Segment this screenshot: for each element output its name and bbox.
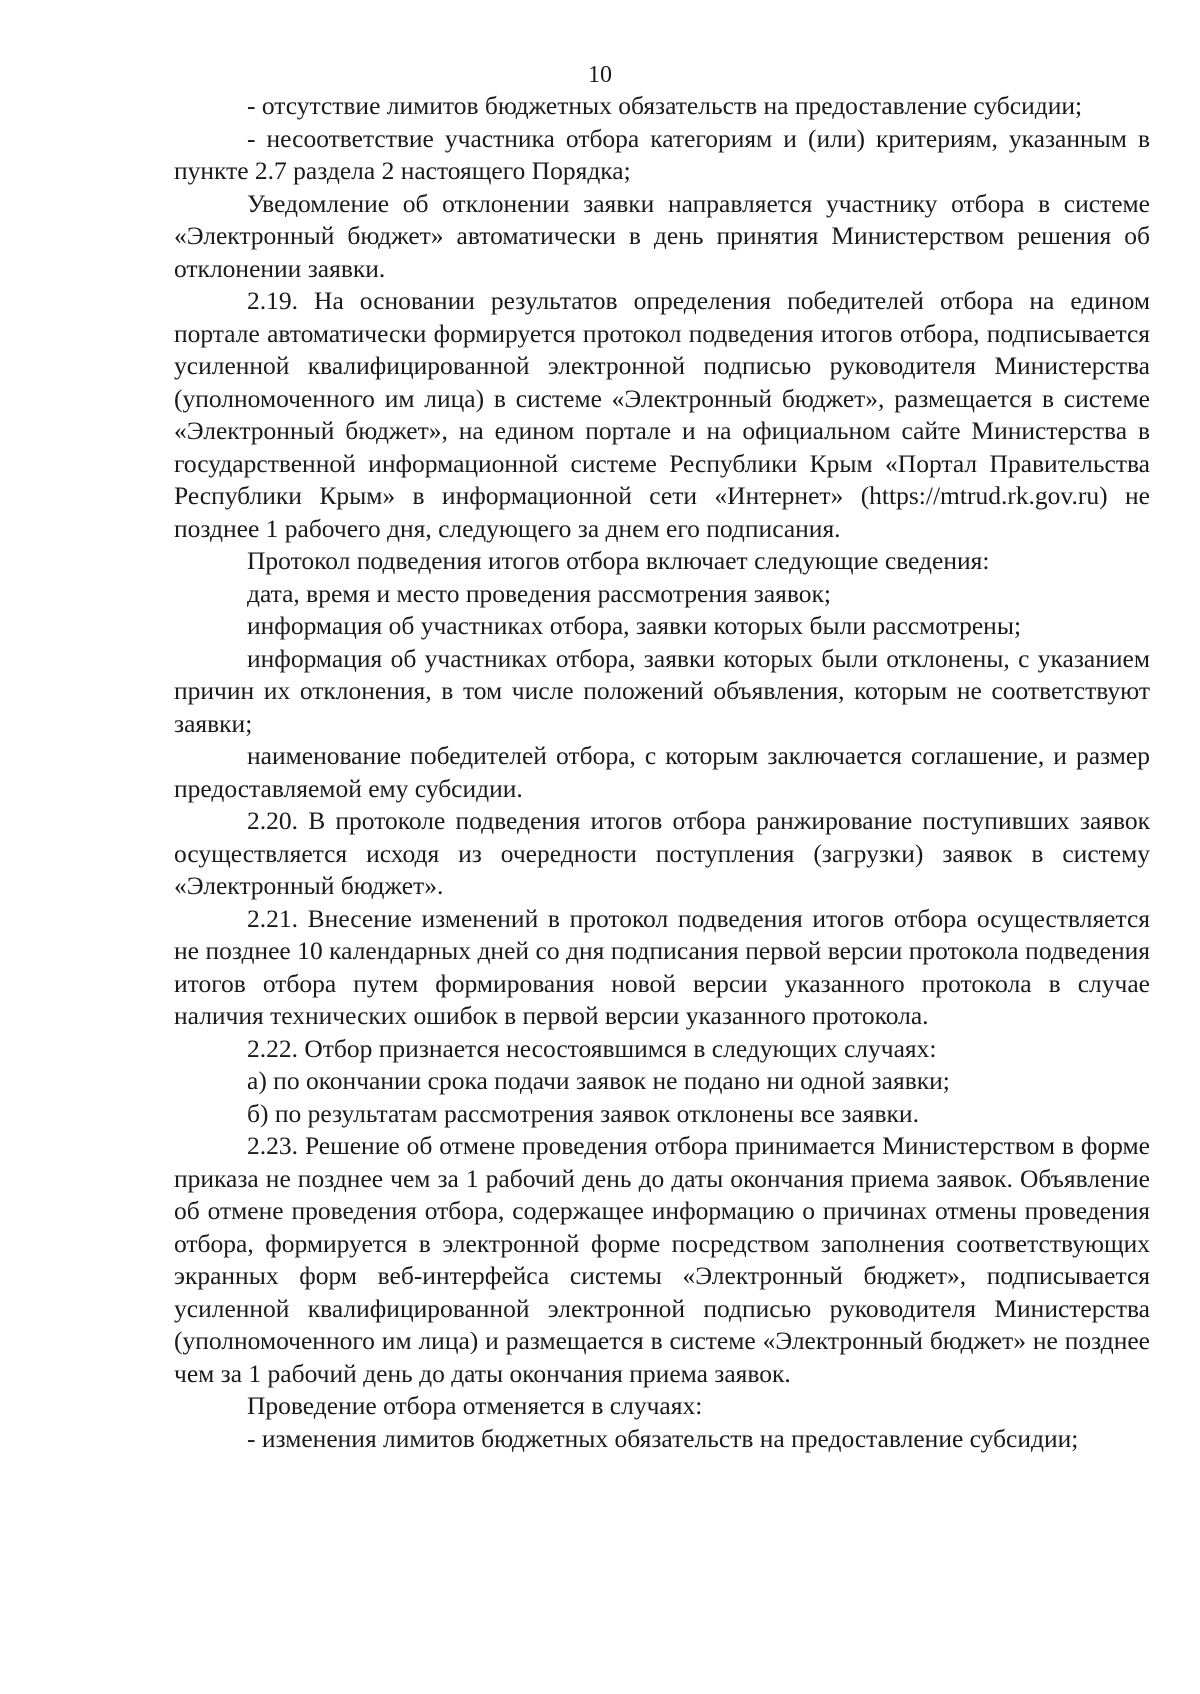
paragraph: а) по окончании срока подачи заявок не подано ни одной заявки;: [247, 1066, 950, 1095]
paragraph: информация об участниках отбора, заявки которых были рассмотрены;: [247, 611, 1022, 640]
paragraph: 2.22. Отбор признается несостоявшимся в следующих случаях:: [247, 1033, 937, 1063]
paragraph: - изменения лимитов бюджетных обязательств на предоставление субсидии;: [247, 1423, 1079, 1453]
paragraph: 2.20. В протоколе подведения итогов отбора ранжирование поступивших заявок осуществляется исходя из очередности поступления (загрузки) заявок в систему «Электронный бюджет».: [174, 806, 1150, 900]
paragraph: дата, время и место проведения рассмотрения заявок;: [247, 578, 831, 608]
page-number: 10: [588, 62, 612, 88]
paragraph: - отсутствие лимитов бюджетных обязательств на предоставление субсидии;: [247, 91, 1083, 120]
document-body: [174, 90, 1150, 1455]
paragraph: б) по результатам рассмотрения заявок отклонены все заявки.: [247, 1098, 919, 1128]
paragraph: информация об участниках отбора, заявки которых были отклонены, с указанием причин их отклонения, в том числе положений объявления, которым не соответствуют заявки;: [174, 643, 1150, 738]
paragraph: Уведомление об отклонении заявки направляется участнику отбора в системе «Электронный бюджет» автоматически в день принятия Министерством решения об отклонении заявки.: [174, 188, 1150, 283]
paragraph: Проведение отбора отменяется в случаях:: [247, 1391, 703, 1420]
paragraph: 2.21. Внесение изменений в протокол подведения итогов отбора осуществляется не позднее 10 календарных дней со дня подписания первой версии протокола подведения итогов отбора путем формирования новой версии указанного протокола в случае наличия технических ошибок в первой версии указанного протокола.: [174, 903, 1150, 1030]
paragraph: - несоответствие участника отбора категориям и (или) критериям, указанным в пункте 2.7 раздела 2 настоящего Порядка;: [174, 123, 1150, 185]
paragraph: наименование победителей отбора, с которым заключается соглашение, и размер предоставляемой ему субсидии.: [174, 741, 1150, 803]
paragraph: Протокол подведения итогов отбора включает следующие сведения:: [247, 546, 990, 575]
paragraph: 2.23. Решение об отмене проведения отбора принимается Министерством в форме приказа не позднее чем за 1 рабочий день до даты окончания приема заявок. Объявление об отмене проведения отбора, содержащее информацию о причинах отмены проведения отбора, формируется в электронной форме посредством заполнения соответствующих экранных форм веб-интерфейса системы «Электронный бюджет», подписывается усиленной квалифицированной электронной подписью руководителя Министерства (уполномоченного им лица) и размещается в системе «Электронный бюджет» не позднее чем за 1 рабочий день до даты окончания приема заявок.: [174, 1131, 1150, 1388]
paragraph: 2.19. На основании результатов определения победителей отбора на едином портале автоматически формируется протокол подведения итогов отбора, подписывается усиленной квалифицированной электронной подписью руководителя Министерства (уполномоченного им лица) в системе «Электронный бюджет», размещается в системе «Электронный бюджет», на едином портале и на официальном сайте Министерства в государственной информационной системе Республики Крым «Портал Правительства Республики Крым» в информационной сети «Интернет» (https://mtrud.rk.gov.ru) не позднее 1 рабочего дня, следующего за днем его подписания.: [174, 286, 1150, 543]
